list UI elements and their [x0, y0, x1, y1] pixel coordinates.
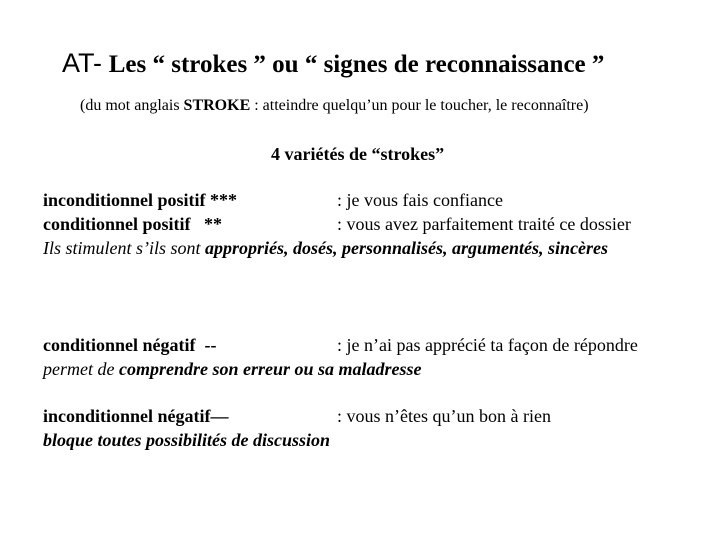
note-strong: comprendre son erreur ou sa maladresse — [118, 359, 422, 379]
subtitle-suffix: : atteindre quelqu’un pour le toucher, le reconnaître) — [250, 97, 589, 114]
stroke-description: : je vous fais confiance — [337, 190, 503, 210]
stroke-description: : vous avez parfaitement traité ce dossier — [337, 214, 631, 234]
note-strong: appropriés, dosés, personnalisés, argumentés, sincères — [205, 238, 609, 258]
note-plain: Ils stimulent s’ils sont — [43, 238, 206, 258]
subtitle-keyword: STROKE — [183, 97, 251, 114]
section-heading: 4 variétés de “strokes” — [271, 144, 445, 164]
stroke-description: : vous n’êtes qu’un bon à rien — [337, 406, 551, 426]
note-plain: permet de — [43, 359, 119, 379]
stroke-description: : je n’ai pas apprécié ta façon de répondre — [337, 335, 638, 355]
stroke-term: conditionnel négatif -- — [43, 335, 217, 355]
stroke-row-unconditional-negative — [43, 405, 551, 428]
subtitle-prefix: (du mot anglais — [80, 97, 184, 114]
title-text: Les “ strokes ” ou “ signes de reconnaissance ” — [108, 51, 605, 78]
stroke-row-unconditional-positive — [43, 189, 503, 212]
stroke-term: conditionnel positif ** — [43, 214, 223, 234]
stroke-row-conditional-positive — [43, 213, 631, 236]
stroke-row-conditional-negative — [43, 334, 638, 357]
note-conditional-negative — [43, 358, 422, 381]
note-unconditional-negative — [43, 429, 330, 452]
stroke-term: inconditionnel négatif— — [43, 406, 229, 426]
title-lead: AT- — [62, 48, 102, 78]
stroke-term: inconditionnel positif *** — [43, 190, 238, 210]
slide-title — [62, 46, 604, 82]
note-positive — [43, 237, 608, 260]
subtitle — [80, 96, 589, 116]
note-strong: bloque toutes possibilités de discussion — [43, 430, 331, 450]
